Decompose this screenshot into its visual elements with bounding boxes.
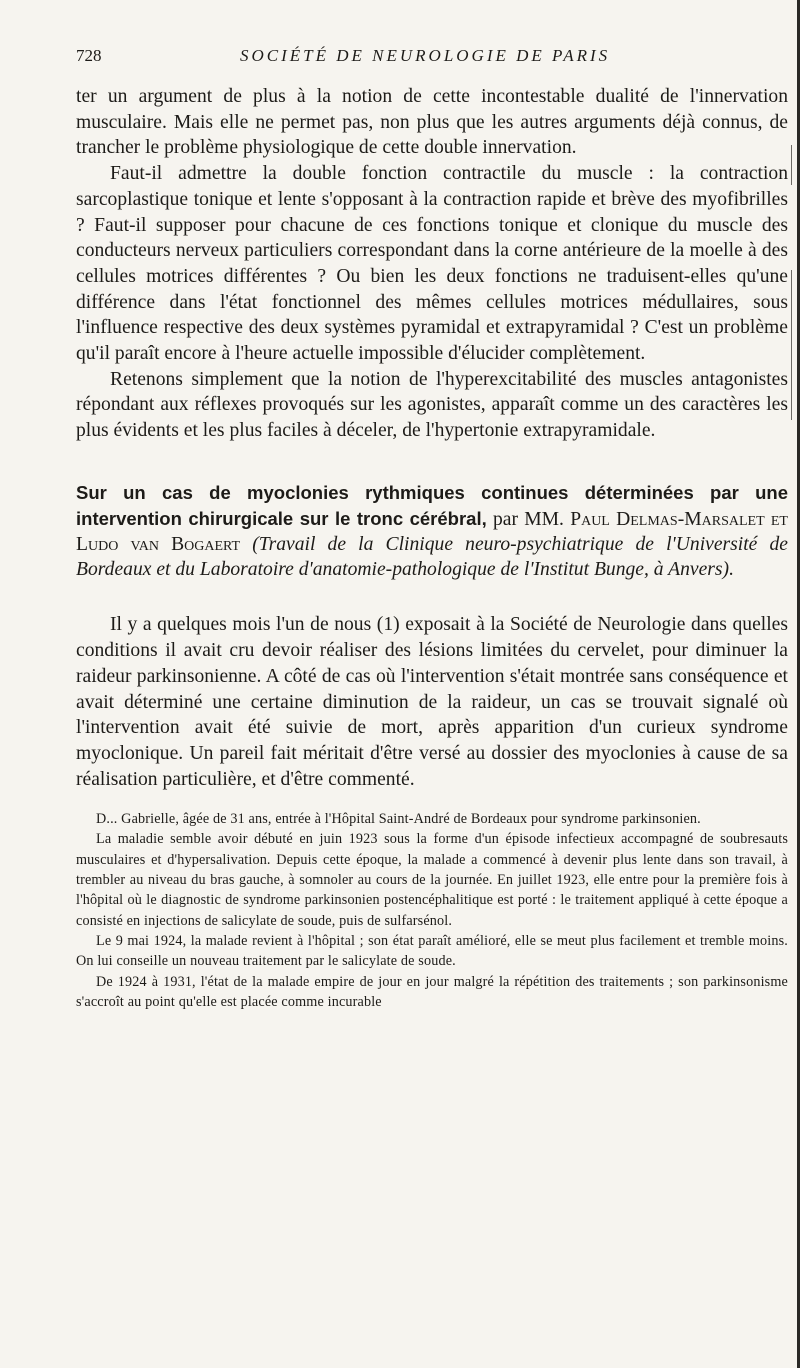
case-note: D... Gabrielle, âgée de 31 ans, entrée à l'Hôpital Saint-André de Bordeaux pour syndrome parkinsonien. (96, 811, 701, 828)
case-note: La maladie semble avoir débuté en juin 1923 sous la forme d'un épisode infectieux accompagné de soubresauts musculaires et d'hypersalivation. Depuis cette époque, la malade a commencé à devenir plus lente dans son travail, à trembler au niveau du bras gauche, à somnoler au cours de la journée. En juillet 1923, elle entre pour la première fois à l'hôpital où le diagnostic de syndrome parkinsonien postencéphalitique est porté : le traitement appliqué à cette époque a consisté en injections de salicylate de soude, puis de sulfarsénol. (76, 831, 788, 929)
running-title: SOCIÉTÉ DE NEUROLOGIE DE PARIS (240, 46, 611, 65)
scan-artifact (791, 270, 792, 420)
case-note: De 1924 à 1931, l'état de la malade empire de jour en jour malgré la répétition des traitements ; son parkinsonisme s'accroît au point qu'elle est placée comme incurable (76, 973, 788, 1010)
case-notes (76, 809, 788, 1012)
paragraph: Retenons simplement que la notion de l'hyperexcitabilité des muscles antagonistes répondant aux réflexes provoqués sur les agonistes, apparaît comme un des caractères les plus évidents et les plus faciles à déceler, de l'hypertonie extrapyramidale. (76, 368, 788, 442)
article-by: par MM. (492, 508, 564, 530)
paragraph: Faut-il admettre la double fonction contractile du muscle : la contraction sarcoplastique tonique et lente s'opposant à la contraction rapide et brève des myofibrilles ? Faut-il supposer pour chacune de ces fonctions tonique et clonique du muscle des conducteurs nerveux particuliers correspondant dans la corne antérieure de la moelle à des cellules motrices différentes ? Ou bien les deux fonctions ne traduisent-elles qu'une différence dans l'état fonctionnel des mêmes cellules motrices médullaires, sous l'influence respective des deux systèmes pyramidal et extrapyramidal ? C'est un problème qu'il paraît encore à l'heure actuelle impossible d'élucider complètement. (76, 163, 788, 365)
scan-artifact (791, 145, 792, 185)
article-authors: Paul Delmas-Marsalet et Ludo van Bogaert (76, 508, 788, 555)
continuation-text (76, 84, 788, 444)
article-body (76, 612, 788, 793)
document-page (76, 46, 788, 1012)
page-number: 728 (76, 46, 102, 65)
page-header (76, 46, 788, 84)
paragraph: ter un argument de plus à la notion de cette incontestable dualité de l'innervation musculaire. Mais elle ne permet pas, non plus que les autres arguments déjà connus, de trancher le problème physiologique de cette double innervation. (76, 86, 788, 159)
article-affiliation: (Travail de la Clinique neuro-psychiatrique de l'Université de Bordeaux et du Laboratoire d'anatomie-pathologique de l'Institut Bunge, à Anvers). (76, 533, 788, 580)
article-title: Sur un cas de myoclonies rythmiques continues déterminées par une intervention chirurgicale sur le tronc cérébral, (76, 481, 788, 529)
article-heading (76, 480, 788, 582)
case-note: Le 9 mai 1924, la malade revient à l'hôpital ; son état paraît amélioré, elle se meut plus facilement et tremble moins. On lui conseille un nouveau traitement par le salicylate de soude. (76, 932, 788, 970)
article-intro: Il y a quelques mois l'un de nous (1) exposait à la Société de Neurologie dans quelles conditions il avait cru devoir réaliser des lésions limitées du cervelet, pour diminuer la raideur parkinsonienne. A côté de cas où l'intervention s'était montrée sans conséquence et avait déterminé une certaine diminution de la raideur, un cas se trouvait signalé où l'intervention avait été suivie de mort, après apparition d'un curieux syndrome myoclonique. Un pareil fait méritait d'être versé au dossier des myoclonies à cause de sa réalisation particulière, et d'être commenté. (76, 613, 788, 791)
